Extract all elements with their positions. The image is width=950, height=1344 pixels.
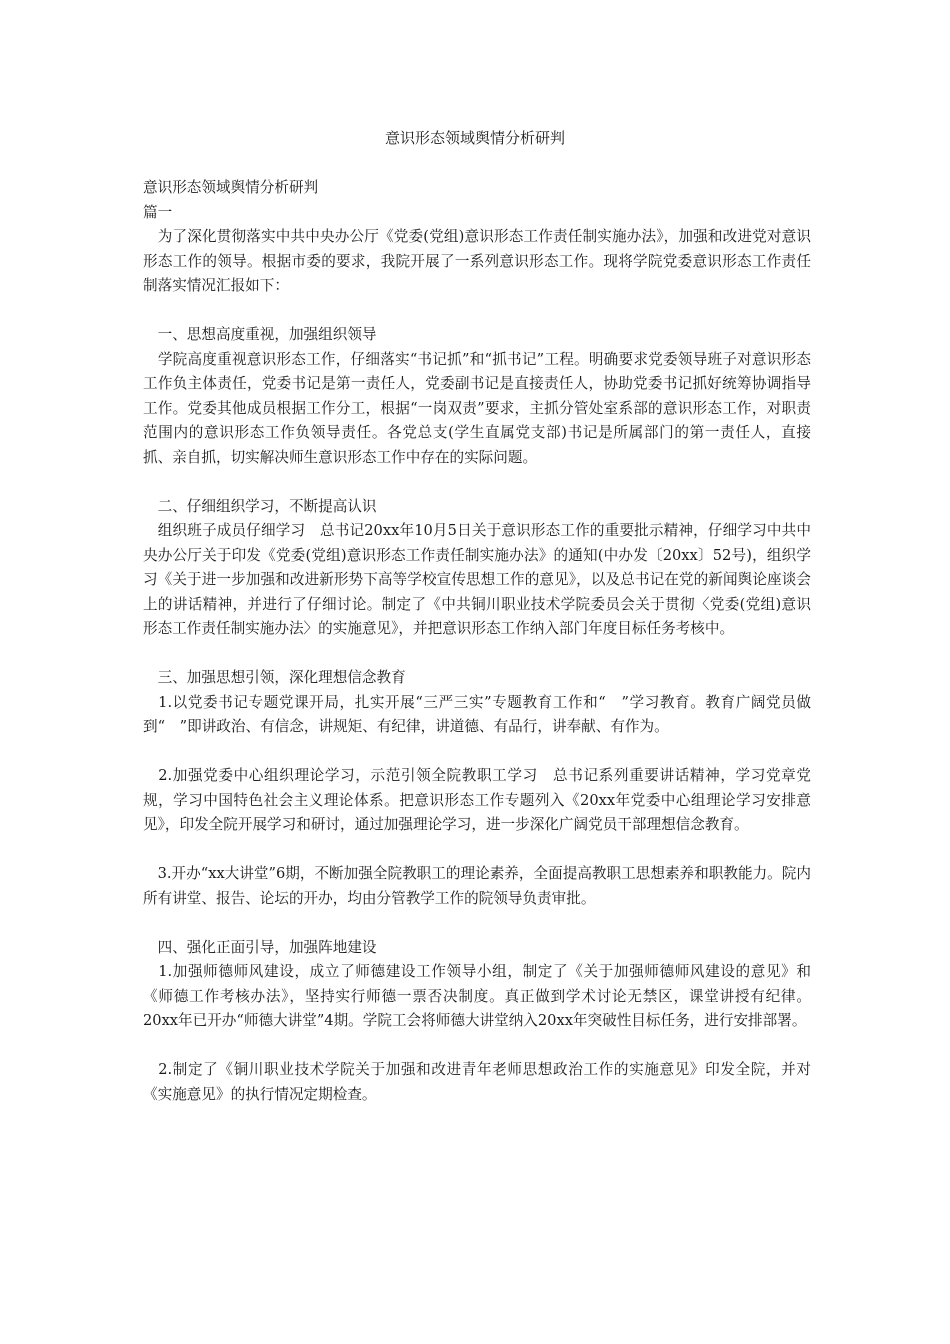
section-3-paragraph-3: 3.开办“xx大讲堂”6期，不断加强全院教职工的理论素养，全面提高教职工思想素养和职教能力。院内所有讲堂、报告、论坛的开办，均由分管教学工作的院领导负责审批。 bbox=[143, 865, 811, 907]
document-body bbox=[143, 176, 811, 1107]
section-1-paragraph: 学院高度重视意识形态工作，仔细落实“书记抓”和“抓书记”工程。明确要求党委领导班子对意识形态工作负主体责任，党委书记是第一责任人，党委副书记是直接责任人，协助党委书记抓好统筹协调指导工作。党委其他成员根据工作分工，根据“一岗双责”要求，主抓分管处室系部的意识形态工作，对职责范围内的意识形态工作负领导责任。各党总支(学生直属党支部)书记是所属部门的第一责任人，直接抓、亲自抓，切实解决师生意识形态工作中存在的实际问题。 bbox=[143, 350, 811, 466]
section-3-paragraph-2: 2.加强党委中心组织理论学习，示范引领全院教职工学习 总书记系列重要讲话精神，学习党章党规，学习中国特色社会主义理论体系。把意识形态工作专题列入《20xx年党委中心组理论学习安排意见》，印发全院开展学习和研讨，通过加强理论学习，进一步深化广阔党员干部理想信念教育。 bbox=[143, 767, 811, 833]
spacer bbox=[143, 1034, 811, 1059]
spacer bbox=[143, 642, 811, 667]
spacer bbox=[143, 299, 811, 324]
spacer bbox=[143, 838, 811, 863]
part-label: 篇一 bbox=[143, 203, 173, 221]
spacer bbox=[143, 470, 811, 495]
spacer bbox=[143, 911, 811, 936]
section-3-title: 三、加强思想引领，深化理想信念教育 bbox=[143, 669, 406, 686]
page-title: 意识形态领域舆情分析研判 bbox=[384, 129, 565, 147]
section-3-paragraph-1: 1.以党委书记专题党课开局，扎实开展“三严三实”专题教育工作和“ ”学习教育。教育广阔党员做到“ ”即讲政治、有信念，讲规矩、有纪律，讲道德、有品行，讲奉献、有作为。 bbox=[143, 693, 811, 735]
spacer bbox=[143, 740, 811, 765]
intro-paragraph: 为了深化贯彻落实中共中央办公厅《党委(党组)意识形态工作责任制实施办法》，加强和改进党对意识形态工作的领导。根据市委的要求，我院开展了一系列意识形态工作。现将学院党委意识形态工作责任制落实情况汇报如下： bbox=[143, 228, 811, 294]
section-4-title: 四、强化正面引导，加强阵地建设 bbox=[143, 938, 377, 956]
document-heading: 意识形态领域舆情分析研判 bbox=[143, 179, 319, 196]
section-4-paragraph-1: 1.加强师德师风建设，成立了师德建设工作领导小组，制定了《关于加强师德师风建设的意见》和《师德工作考核办法》，坚持实行师德一票否决制度。真正做到学术讨论无禁区，课堂讲授有纪律。20xx年已开办“师德大讲堂”4期。学院工会将师德大讲堂纳入20xx年突破性目标任务，进行安排部署。 bbox=[143, 963, 811, 1029]
section-2-title: 二、仔细组织学习，不断提高认识 bbox=[143, 497, 377, 515]
section-2-paragraph: 组织班子成员仔细学习 总书记20xx年10月5日关于意识形态工作的重要批示精神，仔细学习中共中央办公厅关于印发《党委(党组)意识形态工作责任制实施办法》的通知(中办发〔20xx〕52号)，组织学习《关于进一步加强和改进新形势下高等学校宣传思想工作的意见》，以及总书记在党的新闻舆论座谈会上的讲话精神，并进行了仔细讨论。制定了《中共铜川职业技术学院委员会关于贯彻〈党委(党组)意识形态工作责任制实施办法〉的实施意见》，并把意识形态工作纳入部门年度目标任务考核中。 bbox=[143, 522, 811, 637]
section-4-paragraph-2: 2.制定了《铜川职业技术学院关于加强和改进青年老师思想政治工作的实施意见》印发全院，并对《实施意见》的执行情况定期检查。 bbox=[143, 1061, 811, 1103]
section-1-title: 一、思想高度重视，加强组织领导 bbox=[143, 326, 377, 343]
